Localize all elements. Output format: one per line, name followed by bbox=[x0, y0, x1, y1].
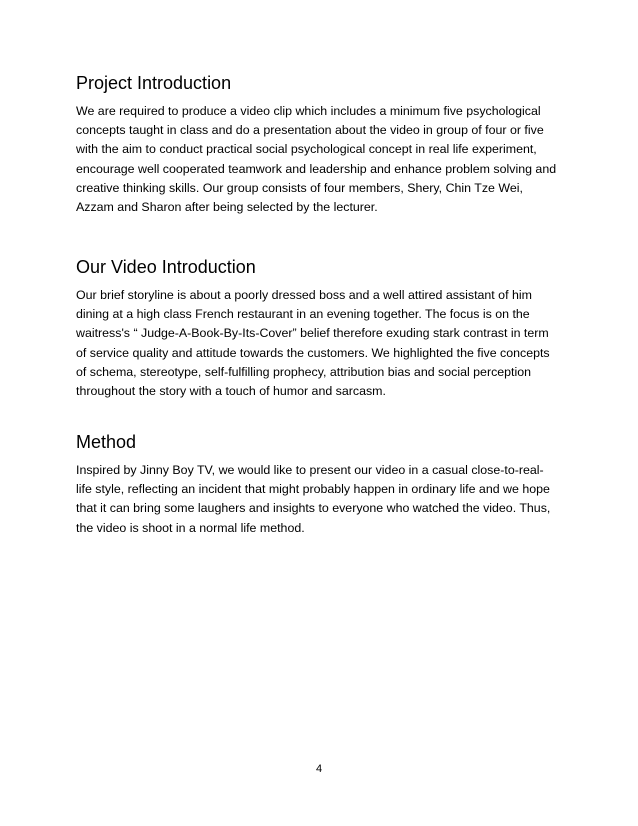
page-number: 4 bbox=[315, 763, 323, 775]
paragraph-line: the video is shoot in a normal life method. bbox=[76, 520, 305, 535]
paragraph-line: Inspired by Jinny Boy TV, we would like to present our video in a casual close-to-real- bbox=[76, 463, 544, 477]
paragraph-line: Our brief storyline is about a poorly dressed boss and a well attired assistant of him bbox=[76, 288, 532, 302]
paragraph-line: that it can bring some laughers and insights to everyone who watched the video. Thus, bbox=[76, 501, 551, 516]
section-paragraph bbox=[76, 286, 566, 401]
paragraph-line: creative thinking skills. Our group consists of four members, Shery, Chin Tze Wei, bbox=[76, 180, 523, 195]
paragraph-line: life style, reflecting an incident that might probably happen in ordinary life and we hope bbox=[76, 482, 550, 497]
section-heading: Method bbox=[76, 432, 137, 452]
paragraph-line: encourage well cooperated teamwork and leadership and enhance problem solving and bbox=[76, 161, 557, 176]
paragraph-line: concepts taught in class and do a presentation about the video in group of four or five bbox=[76, 123, 544, 138]
section-paragraph bbox=[76, 102, 566, 217]
section-heading: Project Introduction bbox=[76, 73, 232, 93]
paragraph-line: We are required to produce a video clip which includes a minimum five psychological bbox=[76, 104, 541, 118]
section-method bbox=[76, 431, 566, 538]
section-heading: Our Video Introduction bbox=[76, 257, 256, 277]
paragraph-line: throughout the story with a touch of humor and sarcasm. bbox=[76, 384, 386, 399]
section-paragraph bbox=[76, 461, 566, 538]
paragraph-line: with the aim to conduct practical social psychological concept in real life experiment, bbox=[76, 142, 537, 157]
paragraph-line: of schema, stereotype, self-fulfilling prophecy, attribution bias and social perception bbox=[76, 364, 532, 379]
paragraph-line: waitress's “ Judge-A-Book-By-Its-Cover” belief therefore exuding stark contrast in term bbox=[76, 326, 549, 341]
section-video-introduction bbox=[76, 256, 566, 401]
paragraph-line: Azzam and Sharon after being selected by the lecturer. bbox=[76, 200, 378, 215]
paragraph-line: of service quality and attitude towards the customers. We highlighted the five concepts bbox=[76, 345, 550, 360]
section-project-introduction bbox=[76, 72, 566, 217]
paragraph-line: dining at a high class French restaurant in an evening together. The focus is on the bbox=[76, 307, 530, 322]
